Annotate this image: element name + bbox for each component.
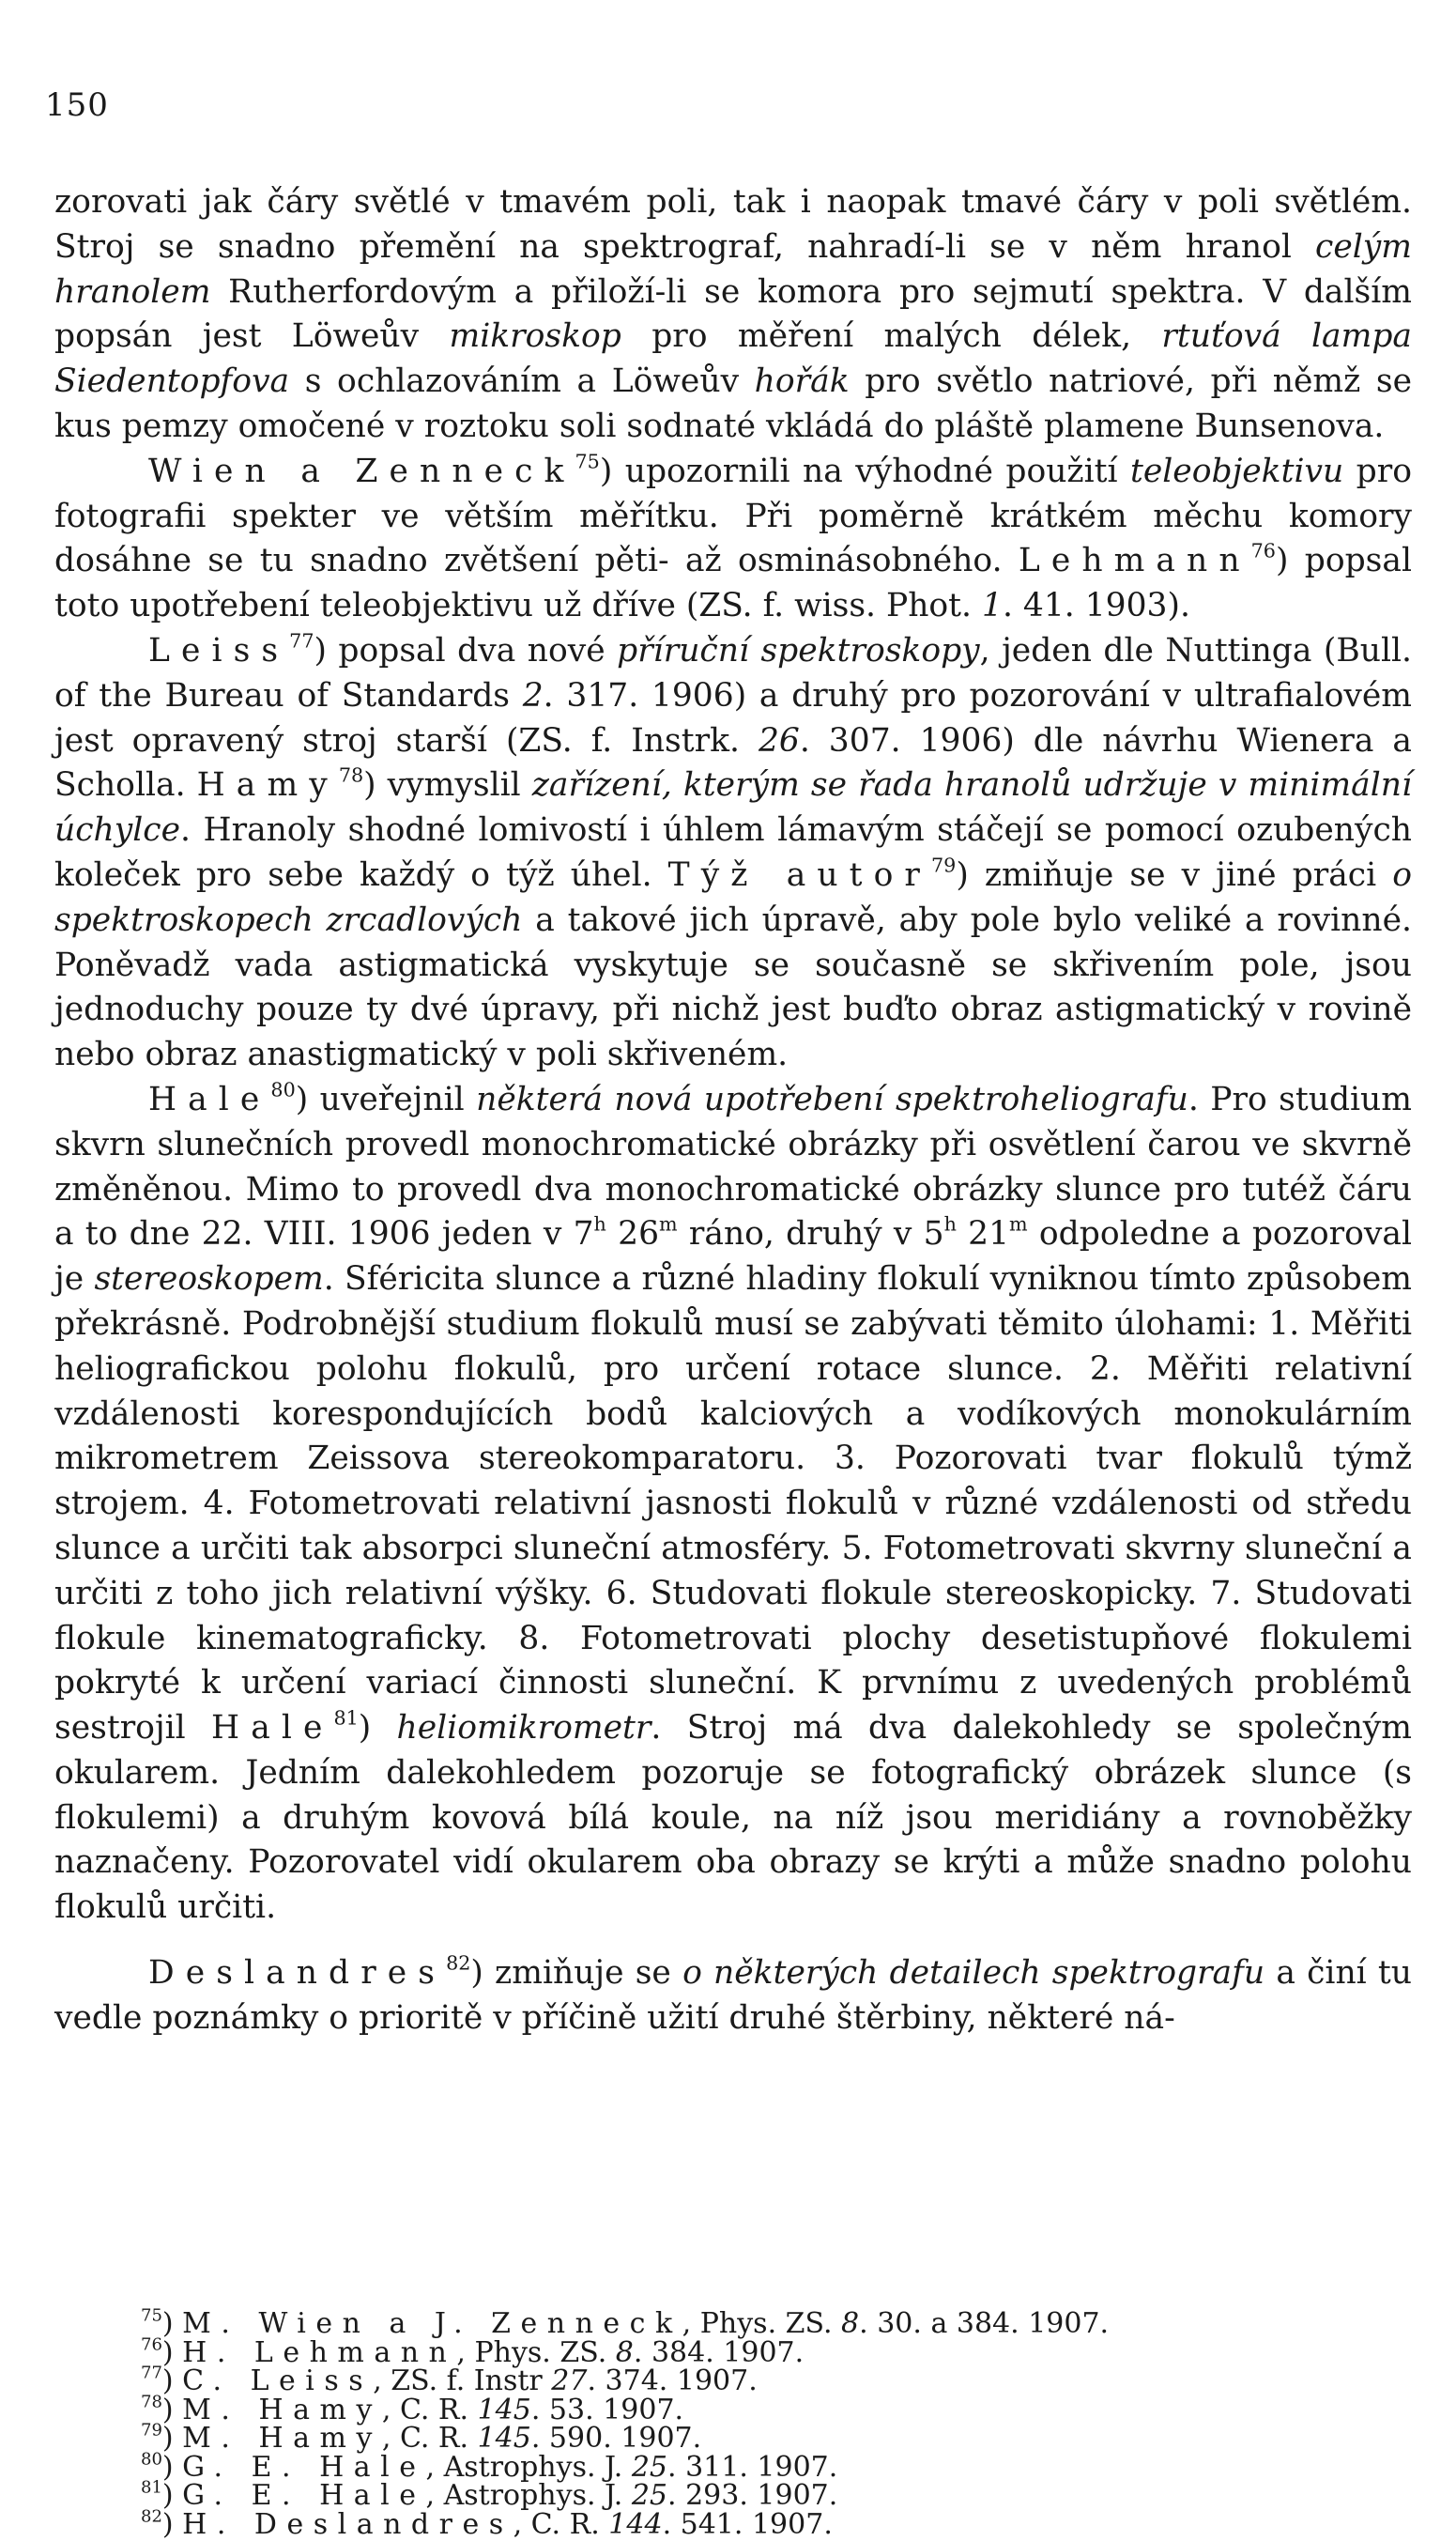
text-run: ) uveřejnil (295, 1080, 477, 1118)
footnote-volume: 8 (841, 2307, 860, 2340)
text-run: ) popsal toto upotřebení teleobjektivu už dříve (ZS. f. wiss. Phot. (54, 542, 1412, 625)
author-name: Wien a Zenneck (148, 452, 575, 490)
footnote: $^{77}$) C. Leiss, ZS. f. Instr 27. 374. 1907. (141, 2363, 758, 2397)
footnote: $^{80}$) G. E. Hale, Astrophys. J. 25. 311. 1907. (141, 2448, 838, 2484)
text-run: odpoledne a pozoroval je (54, 1215, 1412, 1299)
text-run: , jeden dle Nuttinga (Bull. of the Bureau of Standards (54, 631, 1412, 715)
footnote-source: ZS. f. Instr (391, 2364, 552, 2397)
footnote-author: H. Lehmann (182, 2335, 457, 2369)
footnote-ref: h (593, 1212, 606, 1236)
text-run: s ochlazováním a Löweův (289, 362, 755, 401)
footnote-number: 78 (141, 2391, 162, 2411)
footnote-volume: 27 (551, 2364, 588, 2397)
footnote: $^{82}$) H. Deslandres, C. R. 144. 541. 1907. (141, 2505, 833, 2541)
text-run: 21 (956, 1215, 1010, 1254)
paragraph (54, 180, 1412, 450)
footnote-number: 79 (141, 2420, 162, 2441)
footnote-volume: 144 (608, 2507, 663, 2541)
footnote-source: Astrophys. J. (443, 2450, 632, 2484)
footnote-source: Phys. ZS. (474, 2335, 616, 2369)
text-run: ) popsal dva nové (314, 631, 618, 670)
footnote-author: G. E. Hale (182, 2450, 426, 2484)
text-run: . 41. 1903). (1002, 587, 1190, 625)
text-run: ) upozornili na výhodné použití (599, 452, 1130, 490)
text-run: pro měření malých délek, (621, 317, 1162, 356)
text-run: Rutherfordovým a přiloží-li se komora pro sejmutí spektra. V dalším popsán jest Löweův (54, 272, 1412, 356)
italic-text: rtuťová lampa Siedentopfova (54, 317, 1412, 401)
footnote-source: C. R. (530, 2507, 609, 2541)
footnote-author: M. Hamy (182, 2422, 382, 2455)
italic-text: některá nová upotřebení spektroheliografu (476, 1080, 1188, 1118)
footnote-ref: h (943, 1212, 957, 1236)
italic-text: teleobjektivu (1129, 452, 1344, 490)
author-name: Lehmann (1018, 542, 1251, 580)
text-run: 26 (605, 1215, 660, 1254)
paragraph (54, 1078, 1412, 1931)
text-run: . Hranoly shodné lomivostí i úhlem lámavým stáčejí se pomocí ozubených koleček pro sebe každý o týž úhel. (54, 811, 1412, 894)
text-run: a činí tu vedle poznámky o prioritě v příčině užití druhé štěrbiny, některé ná- (54, 1954, 1412, 2037)
footnote-author: M. Wien a J. Zenneck (182, 2307, 682, 2340)
author-name: Deslandres (148, 1954, 447, 1993)
footnote-pages-year: . 374. 1907. (587, 2364, 758, 2397)
italic-text: o spektroskopech zrcadlových (54, 855, 1412, 939)
footnote-pages-year: . 53. 1907. (530, 2393, 684, 2426)
footnote-source: C. R. (399, 2393, 478, 2426)
footnote-volume: 25 (631, 2479, 667, 2512)
footnote: $^{78}$) M. Hamy, C. R. 145. 53. 1907. (141, 2391, 684, 2426)
footnote-ref: m (1009, 1212, 1028, 1236)
footnote-ref: 76 (1250, 539, 1276, 562)
paragraph (54, 1951, 1412, 2041)
author-name: Týž autor (667, 855, 931, 894)
body-text (54, 180, 1412, 2041)
italic-text: příruční spektroskopy (617, 631, 980, 670)
page-number: 150 (45, 86, 109, 124)
footnote-ref: 78 (338, 763, 364, 787)
author-name: Hale (211, 1709, 334, 1748)
footnote-ref: 79 (931, 854, 957, 877)
footnote-number: 76 (141, 2333, 162, 2354)
author-name: Leiss (148, 631, 290, 670)
italic-text: 26 (758, 721, 800, 760)
footnote-ref: 81 (333, 1706, 359, 1730)
footnote: $^{76}$) H. Lehmann, Phys. ZS. 8. 384. 1907. (141, 2333, 805, 2369)
italic-text: o některých detailech spektrografu (682, 1954, 1265, 1993)
footnote-volume: 145 (477, 2422, 531, 2455)
italic-text: celým hranolem (54, 227, 1412, 311)
text-run: . Stroj má dva dalekohledy se společným okularem. Jedním dalekohledem pozoruje se fotografický obrázek slunce (s flokulemi) a druhým kovová bílá koule, na níž jsou meridiány a rovnoběžky naznačeny. Pozorovatel vidí okularem oba obrazy se krýti a může snadno polohu flokulů určiti. (54, 1709, 1412, 1927)
author-name: Hamy (196, 766, 339, 805)
footnote-number: 77 (141, 2363, 162, 2383)
italic-text: zařízení, kterým se řada hranolů udržuje v minimální úchylce (54, 766, 1412, 850)
text-run: ) zmiňuje se v jiné práci (956, 855, 1393, 894)
footnote-author: H. Deslandres (182, 2507, 513, 2541)
footnote-pages-year: . 311. 1907. (667, 2450, 838, 2484)
text-run: pro fotografii spekter ve větším měřítku. Při poměrně krátkém měchu komory dosáhne se tu snadno zvětšení pěti- až osminásobného. (54, 452, 1412, 580)
text-run: . Sféricita slunce a různé hladiny flokulí vyniknou tímto způsobem překrásně. Podrobnější studium flokulů musí se zabývati těmito úlohami: 1. Měřiti heliografickou polohu flokulů, pro určení rotace slunce. 2. Měřiti relativní vzdálenosti korespondujících bodů kalciových a vodíkových monokulárním mikrometrem Zeissova stereokomparatoru. 3. Pozorovati tvar flokulů týmž strojem. 4. Fotometrovati relativní jasnosti flokulů v různé vzdálenosti od středu slunce a určiti tak absorpci sluneční atmosféry. 5. Fotometrovati skvrny sluneční a určiti z toho jich relativní výšky. 6. Studovati flokule stereoskopicky. 7. Studovati flokule kinematograficky. 8. Fotometrovati plochy desetistupňové flokulemi pokryté k určení variací činnosti sluneční. K prvnímu z uvedených problémů sestrojil (54, 1260, 1412, 1748)
paragraph (54, 450, 1412, 629)
footnote-pages-year: . 590. 1907. (530, 2422, 702, 2455)
footnote-pages-year: . 384. 1907. (633, 2335, 805, 2369)
footnote-ref: 80 (270, 1078, 296, 1101)
footnote-number: 82 (141, 2505, 162, 2526)
footnote-author: M. Hamy (182, 2393, 382, 2426)
footnote-volume: 25 (631, 2450, 667, 2484)
footnote-pages-year: . 541. 1907. (662, 2507, 833, 2541)
italic-text: mikroskop (449, 317, 621, 356)
text-run: ) (358, 1709, 397, 1748)
text-run: . 307. 1906) dle návrhu Wienera a Scholla. (54, 721, 1412, 805)
footnote: $^{79}$) M. Hamy, C. R. 145. 590. 1907. (141, 2420, 702, 2455)
footnote-author: G. E. Hale (182, 2479, 426, 2512)
footnote-author: C. Leiss (182, 2364, 374, 2397)
footnote-pages-year: . 30. a 384. 1907. (859, 2307, 1110, 2340)
footnotes (141, 2305, 1267, 2541)
text-run: ) zmiňuje se (470, 1954, 683, 1993)
text-run: zorovati jak čáry světlé v tmavém poli, tak i naopak tmavé čáry v poli světlém. Stroj se snadno přemění na spektrograf, nahradí-li se v něm hranol (54, 183, 1412, 266)
footnote-ref: 77 (289, 629, 314, 653)
italic-text: 2 (522, 676, 544, 715)
text-run: a takové jich úpravě, aby pole bylo veliké a rovinné. Poněvadž vada astigmatická vyskytuje se současně se skřivením pole, jsou jednoduchy pouze ty dvé úpravy, při nichž jest buďto obraz astigmatický v rovině nebo obraz anastigmatický v poli skřiveném. (54, 901, 1412, 1074)
italic-text: 1 (981, 587, 1003, 625)
footnote-number: 81 (141, 2477, 162, 2498)
text-run: . 317. 1906) a druhý pro pozorování v ultrafialovém jest opravený stroj starší (ZS. f. Instrk. (54, 676, 1413, 760)
text-run: ráno, druhý v 5 (677, 1215, 944, 1254)
footnote-volume: 145 (477, 2393, 531, 2426)
italic-text: stereoskopem (94, 1260, 324, 1299)
italic-text: heliomikrometr (396, 1709, 651, 1748)
footnote-source: Astrophys. J. (443, 2479, 632, 2512)
footnote-ref: 75 (575, 450, 600, 473)
text-run: . Pro studium skvrn slunečních provedl monochromatické obrázky při osvětlení čarou ve skvrně změněnou. Mimo to provedl dva monochromatické obrázky slunce pro tutéž čáru a to dne 22. VIII. 1906 jeden v 7 (54, 1080, 1412, 1254)
text-run: pro světlo natriové, při němž se kus pemzy omočené v roztoku soli sodnaté vkládá do pláště plamene Bunsenova. (54, 362, 1412, 445)
text-run: ) vymyslil (363, 766, 532, 805)
footnote-number: 80 (141, 2448, 162, 2469)
footnote: $^{75}$) M. Wien a J. Zenneck, Phys. ZS. 8. 30. a 384. 1907. (141, 2305, 1110, 2340)
footnote-pages-year: . 293. 1907. (667, 2479, 838, 2512)
footnote: $^{81}$) G. E. Hale, Astrophys. J. 25. 293. 1907. (141, 2477, 838, 2512)
footnote-source: C. R. (399, 2422, 478, 2455)
italic-text: hořák (754, 362, 850, 401)
footnote-ref: m (659, 1212, 678, 1236)
footnote-source: Phys. ZS. (699, 2307, 842, 2340)
footnote-volume: 8 (615, 2335, 634, 2369)
footnote-ref: 82 (446, 1951, 471, 1975)
paragraph (54, 629, 1412, 1078)
author-name: Hale (148, 1080, 271, 1118)
footnote-number: 75 (141, 2305, 162, 2326)
